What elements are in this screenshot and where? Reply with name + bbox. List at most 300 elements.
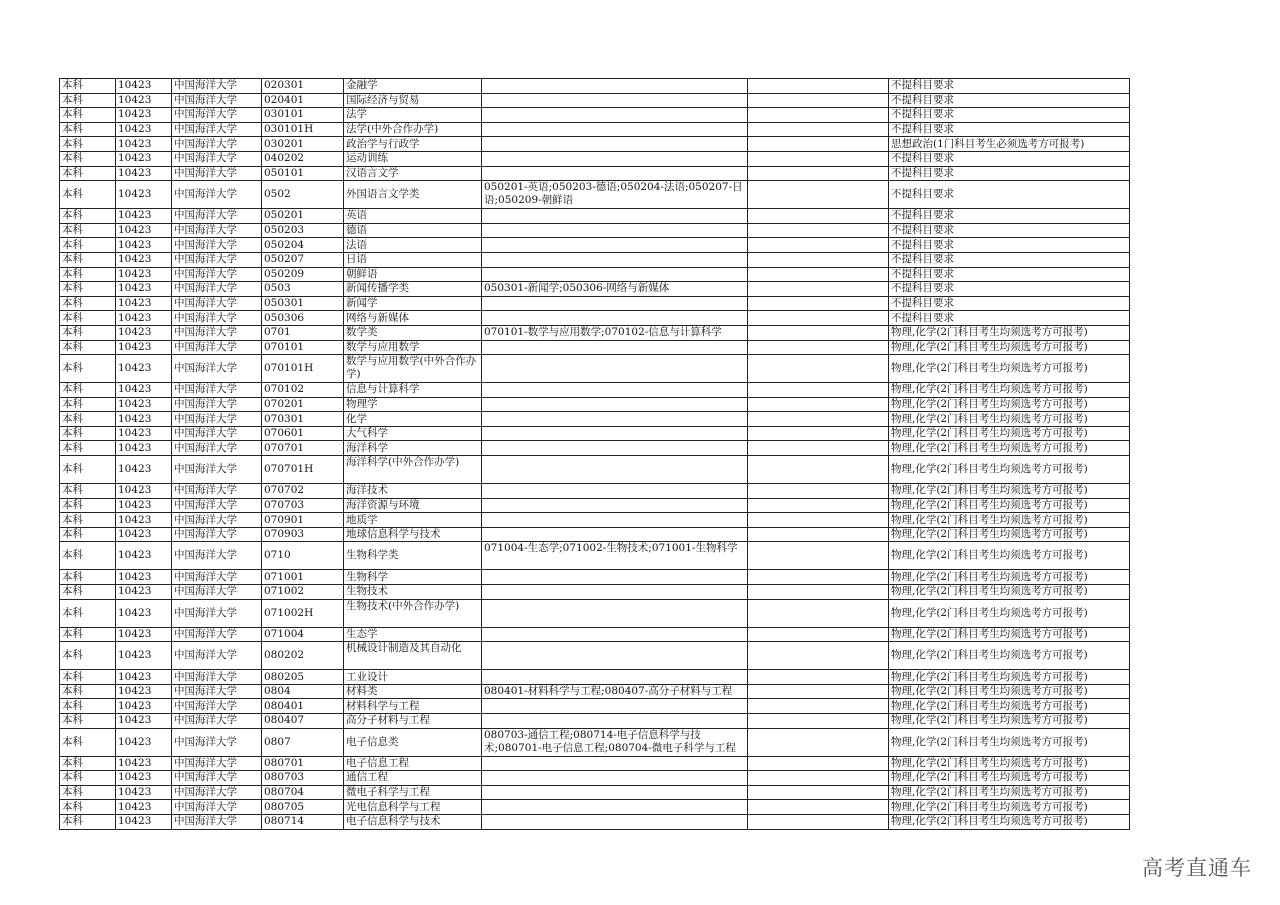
major-code-cell: 050306 [262,311,344,326]
level-cell: 本科 [60,311,116,326]
included-majors-cell [482,412,748,427]
major-code-cell: 0807 [262,728,344,756]
major-name-cell: 法学 [344,108,482,123]
level-cell: 本科 [60,412,116,427]
school-name-cell: 中国海洋大学 [172,340,262,355]
table-row [60,412,1130,427]
school-code-cell: 10423 [116,585,172,600]
major-code-cell: 080714 [262,814,344,829]
subject-requirement-cell: 物理,化学(2门科目考生均须选考方可报考) [889,397,1130,412]
blank-cell [748,311,889,326]
included-majors-cell [482,383,748,398]
table-row [60,456,1130,484]
included-majors-cell [482,355,748,383]
major-code-cell: 071002H [262,599,344,627]
school-code-cell: 10423 [116,122,172,137]
school-code-cell: 10423 [116,456,172,484]
major-code-cell: 071001 [262,570,344,585]
subject-requirement-cell: 物理,化学(2门科目考生均须选考方可报考) [889,355,1130,383]
included-majors-cell [482,397,748,412]
level-cell: 本科 [60,785,116,800]
major-name-cell: 海洋资源与环境 [344,498,482,513]
school-code-cell: 10423 [116,79,172,94]
level-cell: 本科 [60,756,116,771]
blank-cell [748,756,889,771]
level-cell: 本科 [60,441,116,456]
subject-requirement-cell: 物理,化学(2门科目考生均须选考方可报考) [889,570,1130,585]
school-code-cell: 10423 [116,684,172,699]
watermark-logo-text: 高考直通车 [1142,856,1252,880]
major-name-cell: 法学(中外合作办学) [344,122,482,137]
blank-cell [748,456,889,484]
school-name-cell: 中国海洋大学 [172,714,262,729]
major-name-cell: 信息与计算科学 [344,383,482,398]
level-cell: 本科 [60,122,116,137]
school-name-cell: 中国海洋大学 [172,684,262,699]
school-name-cell: 中国海洋大学 [172,108,262,123]
major-code-cell: 050201 [262,209,344,224]
level-cell: 本科 [60,570,116,585]
school-name-cell: 中国海洋大学 [172,238,262,253]
major-name-cell: 法语 [344,238,482,253]
school-name-cell: 中国海洋大学 [172,209,262,224]
blank-cell [748,599,889,627]
level-cell: 本科 [60,426,116,441]
table-row [60,484,1130,499]
blank-cell [748,441,889,456]
blank-cell [748,397,889,412]
subject-requirement-cell: 物理,化学(2门科目考生均须选考方可报考) [889,585,1130,600]
table-row [60,570,1130,585]
major-name-cell: 物理学 [344,397,482,412]
major-name-cell: 工业设计 [344,670,482,685]
table-row [60,181,1130,209]
included-majors-cell [482,670,748,685]
included-majors-cell: 050201-英语;050203-德语;050204-法语;050207-日语;050209-朝鲜语 [482,181,748,209]
major-name-cell: 德语 [344,223,482,238]
table-row [60,699,1130,714]
table-row [60,771,1130,786]
table-row [60,137,1130,152]
included-majors-cell [482,108,748,123]
level-cell: 本科 [60,267,116,282]
blank-cell [748,340,889,355]
major-name-cell: 生物科学类 [344,542,482,570]
subject-requirement-cell: 不提科目要求 [889,267,1130,282]
table-row [60,223,1130,238]
school-code-cell: 10423 [116,513,172,528]
included-majors-cell [482,79,748,94]
level-cell: 本科 [60,456,116,484]
included-majors-cell: 070101-数学与应用数学;070102-信息与计算科学 [482,325,748,340]
major-name-cell: 机械设计制造及其自动化 [344,642,482,670]
school-name-cell: 中国海洋大学 [172,599,262,627]
table-row [60,684,1130,699]
included-majors-cell [482,252,748,267]
blank-cell [748,122,889,137]
school-code-cell: 10423 [116,397,172,412]
included-majors-cell [482,122,748,137]
subject-requirement-cell: 不提科目要求 [889,79,1130,94]
blank-cell [748,108,889,123]
table-row [60,296,1130,311]
blank-cell [748,714,889,729]
major-code-cell: 0804 [262,684,344,699]
subject-requirement-cell: 不提科目要求 [889,209,1130,224]
major-code-cell: 050203 [262,223,344,238]
major-code-cell: 070903 [262,527,344,542]
subject-requirement-cell: 物理,化学(2门科目考生均须选考方可报考) [889,814,1130,829]
blank-cell [748,585,889,600]
level-cell: 本科 [60,684,116,699]
school-name-cell: 中国海洋大学 [172,699,262,714]
school-code-cell: 10423 [116,383,172,398]
blank-cell [748,151,889,166]
subject-requirement-cell: 不提科目要求 [889,282,1130,297]
blank-cell [748,785,889,800]
school-name-cell: 中国海洋大学 [172,585,262,600]
school-code-cell: 10423 [116,800,172,815]
blank-cell [748,426,889,441]
level-cell: 本科 [60,513,116,528]
major-name-cell: 新闻学 [344,296,482,311]
subject-requirements-table [59,78,1130,830]
level-cell: 本科 [60,642,116,670]
school-name-cell: 中国海洋大学 [172,311,262,326]
school-code-cell: 10423 [116,441,172,456]
major-name-cell: 海洋科学 [344,441,482,456]
major-code-cell: 020401 [262,93,344,108]
major-code-cell: 070201 [262,397,344,412]
included-majors-cell [482,267,748,282]
subject-requirement-cell: 物理,化学(2门科目考生均须选考方可报考) [889,441,1130,456]
major-code-cell: 030201 [262,137,344,152]
included-majors-cell [482,570,748,585]
included-majors-cell: 071004-生态学;071002-生物技术;071001-生物科学 [482,542,748,570]
table-row [60,527,1130,542]
major-name-cell: 电子信息科学与技术 [344,814,482,829]
blank-cell [748,684,889,699]
subject-requirement-cell: 物理,化学(2门科目考生均须选考方可报考) [889,684,1130,699]
subject-requirement-cell: 物理,化学(2门科目考生均须选考方可报考) [889,714,1130,729]
subject-requirement-cell: 物理,化学(2门科目考生均须选考方可报考) [889,340,1130,355]
included-majors-cell [482,426,748,441]
school-name-cell: 中国海洋大学 [172,542,262,570]
subject-requirement-cell: 不提科目要求 [889,311,1130,326]
school-name-cell: 中国海洋大学 [172,267,262,282]
school-code-cell: 10423 [116,181,172,209]
included-majors-cell [482,137,748,152]
blank-cell [748,181,889,209]
major-name-cell: 数学与应用数学(中外合作办学) [344,355,482,383]
school-name-cell: 中国海洋大学 [172,223,262,238]
major-code-cell: 050301 [262,296,344,311]
subject-requirement-cell: 物理,化学(2门科目考生均须选考方可报考) [889,800,1130,815]
level-cell: 本科 [60,209,116,224]
school-name-cell: 中国海洋大学 [172,137,262,152]
school-name-cell: 中国海洋大学 [172,456,262,484]
level-cell: 本科 [60,223,116,238]
school-code-cell: 10423 [116,325,172,340]
blank-cell [748,412,889,427]
major-code-cell: 070601 [262,426,344,441]
school-name-cell: 中国海洋大学 [172,771,262,786]
major-name-cell: 地质学 [344,513,482,528]
table-row [60,756,1130,771]
subject-requirement-cell: 思想政治(1门科目考生必须选考方可报考) [889,137,1130,152]
major-name-cell: 新闻传播学类 [344,282,482,297]
major-name-cell: 生物技术 [344,585,482,600]
level-cell: 本科 [60,498,116,513]
table-row [60,800,1130,815]
major-code-cell: 0503 [262,282,344,297]
level-cell: 本科 [60,108,116,123]
level-cell: 本科 [60,527,116,542]
blank-cell [748,79,889,94]
major-code-cell: 0502 [262,181,344,209]
table-row [60,814,1130,829]
major-name-cell: 政治学与行政学 [344,137,482,152]
level-cell: 本科 [60,166,116,181]
table-row [60,151,1130,166]
included-majors-cell [482,627,748,642]
table-row [60,383,1130,398]
major-code-cell: 020301 [262,79,344,94]
subject-requirement-cell: 不提科目要求 [889,238,1130,253]
level-cell: 本科 [60,282,116,297]
included-majors-cell [482,585,748,600]
subject-requirement-cell: 物理,化学(2门科目考生均须选考方可报考) [889,599,1130,627]
major-code-cell: 071002 [262,585,344,600]
school-name-cell: 中国海洋大学 [172,412,262,427]
major-code-cell: 0701 [262,325,344,340]
major-name-cell: 生态学 [344,627,482,642]
major-code-cell: 071004 [262,627,344,642]
school-code-cell: 10423 [116,108,172,123]
school-name-cell: 中国海洋大学 [172,426,262,441]
school-code-cell: 10423 [116,484,172,499]
included-majors-cell [482,441,748,456]
school-code-cell: 10423 [116,137,172,152]
included-majors-cell [482,714,748,729]
blank-cell [748,223,889,238]
school-code-cell: 10423 [116,714,172,729]
school-code-cell: 10423 [116,642,172,670]
level-cell: 本科 [60,325,116,340]
level-cell: 本科 [60,585,116,600]
level-cell: 本科 [60,79,116,94]
major-name-cell: 运动训练 [344,151,482,166]
school-name-cell: 中国海洋大学 [172,122,262,137]
major-code-cell: 080202 [262,642,344,670]
school-name-cell: 中国海洋大学 [172,670,262,685]
major-code-cell: 0710 [262,542,344,570]
level-cell: 本科 [60,252,116,267]
table-row [60,642,1130,670]
major-code-cell: 080701 [262,756,344,771]
major-code-cell: 070101H [262,355,344,383]
subject-requirement-cell: 物理,化学(2门科目考生均须选考方可报考) [889,728,1130,756]
table-row [60,441,1130,456]
included-majors-cell [482,756,748,771]
major-code-cell: 070101 [262,340,344,355]
major-name-cell: 海洋技术 [344,484,482,499]
table-row [60,355,1130,383]
subject-requirement-cell: 不提科目要求 [889,252,1130,267]
subject-requirement-cell: 物理,化学(2门科目考生均须选考方可报考) [889,325,1130,340]
included-majors-cell [482,484,748,499]
major-code-cell: 030101H [262,122,344,137]
blank-cell [748,527,889,542]
subject-requirement-cell: 物理,化学(2门科目考生均须选考方可报考) [889,627,1130,642]
blank-cell [748,383,889,398]
major-code-cell: 080407 [262,714,344,729]
table-row [60,785,1130,800]
table-row [60,93,1130,108]
table-row [60,627,1130,642]
school-code-cell: 10423 [116,670,172,685]
blank-cell [748,642,889,670]
school-code-cell: 10423 [116,223,172,238]
subject-requirement-cell: 物理,化学(2门科目考生均须选考方可报考) [889,670,1130,685]
table-row [60,599,1130,627]
level-cell: 本科 [60,238,116,253]
blank-cell [748,800,889,815]
blank-cell [748,670,889,685]
subject-requirement-cell: 物理,化学(2门科目考生均须选考方可报考) [889,542,1130,570]
level-cell: 本科 [60,714,116,729]
school-code-cell: 10423 [116,340,172,355]
major-name-cell: 化学 [344,412,482,427]
blank-cell [748,513,889,528]
level-cell: 本科 [60,137,116,152]
subject-requirement-cell: 物理,化学(2门科目考生均须选考方可报考) [889,771,1130,786]
level-cell: 本科 [60,771,116,786]
table-row [60,728,1130,756]
major-name-cell: 国际经济与贸易 [344,93,482,108]
blank-cell [748,484,889,499]
table-row [60,166,1130,181]
subject-requirement-cell: 物理,化学(2门科目考生均须选考方可报考) [889,699,1130,714]
major-name-cell: 网络与新媒体 [344,311,482,326]
blank-cell [748,627,889,642]
major-code-cell: 070901 [262,513,344,528]
table-row [60,542,1130,570]
school-name-cell: 中国海洋大学 [172,166,262,181]
school-name-cell: 中国海洋大学 [172,800,262,815]
school-code-cell: 10423 [116,238,172,253]
included-majors-cell [482,513,748,528]
table-row [60,513,1130,528]
included-majors-cell [482,498,748,513]
school-name-cell: 中国海洋大学 [172,498,262,513]
table-row [60,426,1130,441]
school-name-cell: 中国海洋大学 [172,814,262,829]
subject-requirement-cell: 物理,化学(2门科目考生均须选考方可报考) [889,498,1130,513]
school-code-cell: 10423 [116,355,172,383]
major-name-cell: 光电信息科学与工程 [344,800,482,815]
major-name-cell: 高分子材料与工程 [344,714,482,729]
school-name-cell: 中国海洋大学 [172,282,262,297]
school-code-cell: 10423 [116,728,172,756]
blank-cell [748,325,889,340]
school-name-cell: 中国海洋大学 [172,513,262,528]
major-code-cell: 050207 [262,252,344,267]
school-name-cell: 中国海洋大学 [172,151,262,166]
blank-cell [748,282,889,297]
table-row [60,325,1130,340]
major-code-cell: 040202 [262,151,344,166]
level-cell: 本科 [60,355,116,383]
major-name-cell: 金融学 [344,79,482,94]
table-row [60,585,1130,600]
table-row [60,108,1130,123]
level-cell: 本科 [60,397,116,412]
school-code-cell: 10423 [116,311,172,326]
school-name-cell: 中国海洋大学 [172,570,262,585]
included-majors-cell [482,151,748,166]
school-name-cell: 中国海洋大学 [172,441,262,456]
blank-cell [748,137,889,152]
major-name-cell: 数学与应用数学 [344,340,482,355]
blank-cell [748,252,889,267]
school-name-cell: 中国海洋大学 [172,484,262,499]
school-code-cell: 10423 [116,627,172,642]
level-cell: 本科 [60,627,116,642]
blank-cell [748,209,889,224]
major-code-cell: 070703 [262,498,344,513]
school-name-cell: 中国海洋大学 [172,252,262,267]
major-name-cell: 地球信息科学与技术 [344,527,482,542]
school-name-cell: 中国海洋大学 [172,383,262,398]
major-name-cell: 通信工程 [344,771,482,786]
subject-requirement-cell: 物理,化学(2门科目考生均须选考方可报考) [889,484,1130,499]
school-code-cell: 10423 [116,599,172,627]
level-cell: 本科 [60,814,116,829]
major-name-cell: 海洋科学(中外合作办学) [344,456,482,484]
blank-cell [748,728,889,756]
table-row [60,670,1130,685]
major-name-cell: 外国语言文学类 [344,181,482,209]
major-name-cell: 电子信息类 [344,728,482,756]
major-name-cell: 英语 [344,209,482,224]
school-name-cell: 中国海洋大学 [172,527,262,542]
school-name-cell: 中国海洋大学 [172,181,262,209]
level-cell: 本科 [60,296,116,311]
subject-requirement-cell: 不提科目要求 [889,93,1130,108]
major-code-cell: 030101 [262,108,344,123]
subject-requirement-cell: 不提科目要求 [889,296,1130,311]
major-code-cell: 070102 [262,383,344,398]
subject-requirement-cell: 物理,化学(2门科目考生均须选考方可报考) [889,412,1130,427]
school-code-cell: 10423 [116,756,172,771]
table-row [60,79,1130,94]
subject-requirement-cell: 不提科目要求 [889,223,1130,238]
blank-cell [748,355,889,383]
school-code-cell: 10423 [116,93,172,108]
subject-requirement-cell: 不提科目要求 [889,108,1130,123]
major-name-cell: 电子信息工程 [344,756,482,771]
major-code-cell: 080401 [262,699,344,714]
school-code-cell: 10423 [116,771,172,786]
subject-requirement-cell: 物理,化学(2门科目考生均须选考方可报考) [889,527,1130,542]
school-name-cell: 中国海洋大学 [172,642,262,670]
table-row [60,397,1130,412]
major-code-cell: 050204 [262,238,344,253]
included-majors-cell [482,209,748,224]
included-majors-cell [482,527,748,542]
school-code-cell: 10423 [116,542,172,570]
